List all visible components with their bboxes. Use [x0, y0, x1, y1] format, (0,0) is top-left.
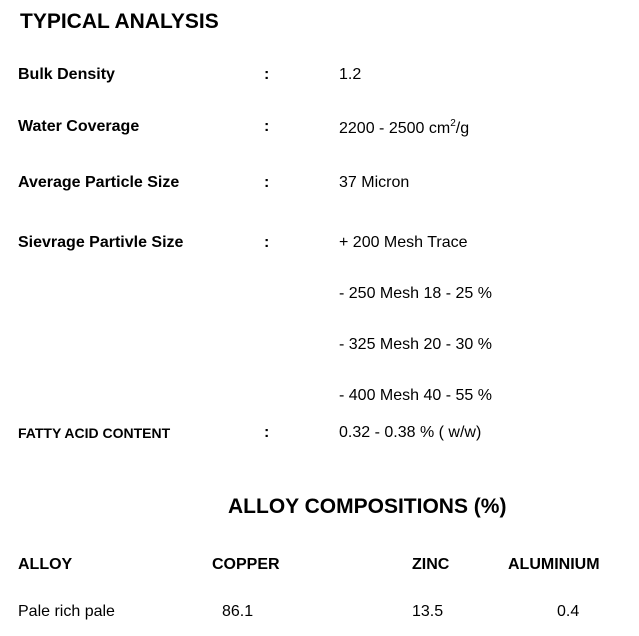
alloy-cell-zinc: 13.5: [412, 603, 444, 620]
alloy-cell-copper: 86.1: [222, 603, 254, 620]
avg-particle-size-label: Average Particle Size: [18, 174, 180, 191]
water-coverage-colon: :: [264, 118, 270, 135]
bulk-density-label: Bulk Density: [18, 66, 115, 83]
water-coverage-label: Water Coverage: [18, 118, 140, 135]
sieve-value-1: + 200 Mesh Trace: [339, 234, 468, 251]
alloy-section-title: ALLOY COMPOSITIONS (%): [228, 495, 507, 518]
fatty-acid-value: 0.32 - 0.38 % ( w/w): [339, 424, 482, 441]
water-coverage-value-sup: 2: [450, 118, 456, 129]
page-title: TYPICAL ANALYSIS: [20, 10, 219, 33]
avg-particle-size-value: 37 Micron: [339, 174, 410, 191]
sieve-value-4: - 400 Mesh 40 - 55 %: [339, 387, 492, 404]
fatty-acid-colon: :: [264, 424, 270, 441]
fatty-acid-label: FATTY ACID CONTENT: [18, 425, 171, 441]
alloy-header-copper: COPPER: [212, 556, 280, 573]
sieve-particle-size-label: Sievrage Partivle Size: [18, 234, 184, 251]
sieve-particle-size-colon: :: [264, 234, 270, 251]
sieve-value-2: - 250 Mesh 18 - 25 %: [339, 285, 492, 302]
alloy-header-aluminium: ALUMINIUM: [508, 556, 600, 573]
sieve-value-3: - 325 Mesh 20 - 30 %: [339, 336, 492, 353]
bulk-density-value: 1.2: [339, 66, 362, 83]
bulk-density-colon: :: [264, 66, 270, 83]
alloy-cell-aluminium: 0.4: [557, 603, 580, 620]
alloy-header-alloy: ALLOY: [18, 556, 73, 573]
water-coverage-value-main: 2200 - 2500 cm: [339, 120, 451, 137]
alloy-cell-name: Pale rich pale: [18, 603, 115, 620]
alloy-header-zinc: ZINC: [412, 556, 450, 573]
water-coverage-value-tail: /g: [455, 120, 470, 137]
avg-particle-size-colon: :: [264, 174, 270, 191]
water-coverage-value: [339, 118, 469, 138]
